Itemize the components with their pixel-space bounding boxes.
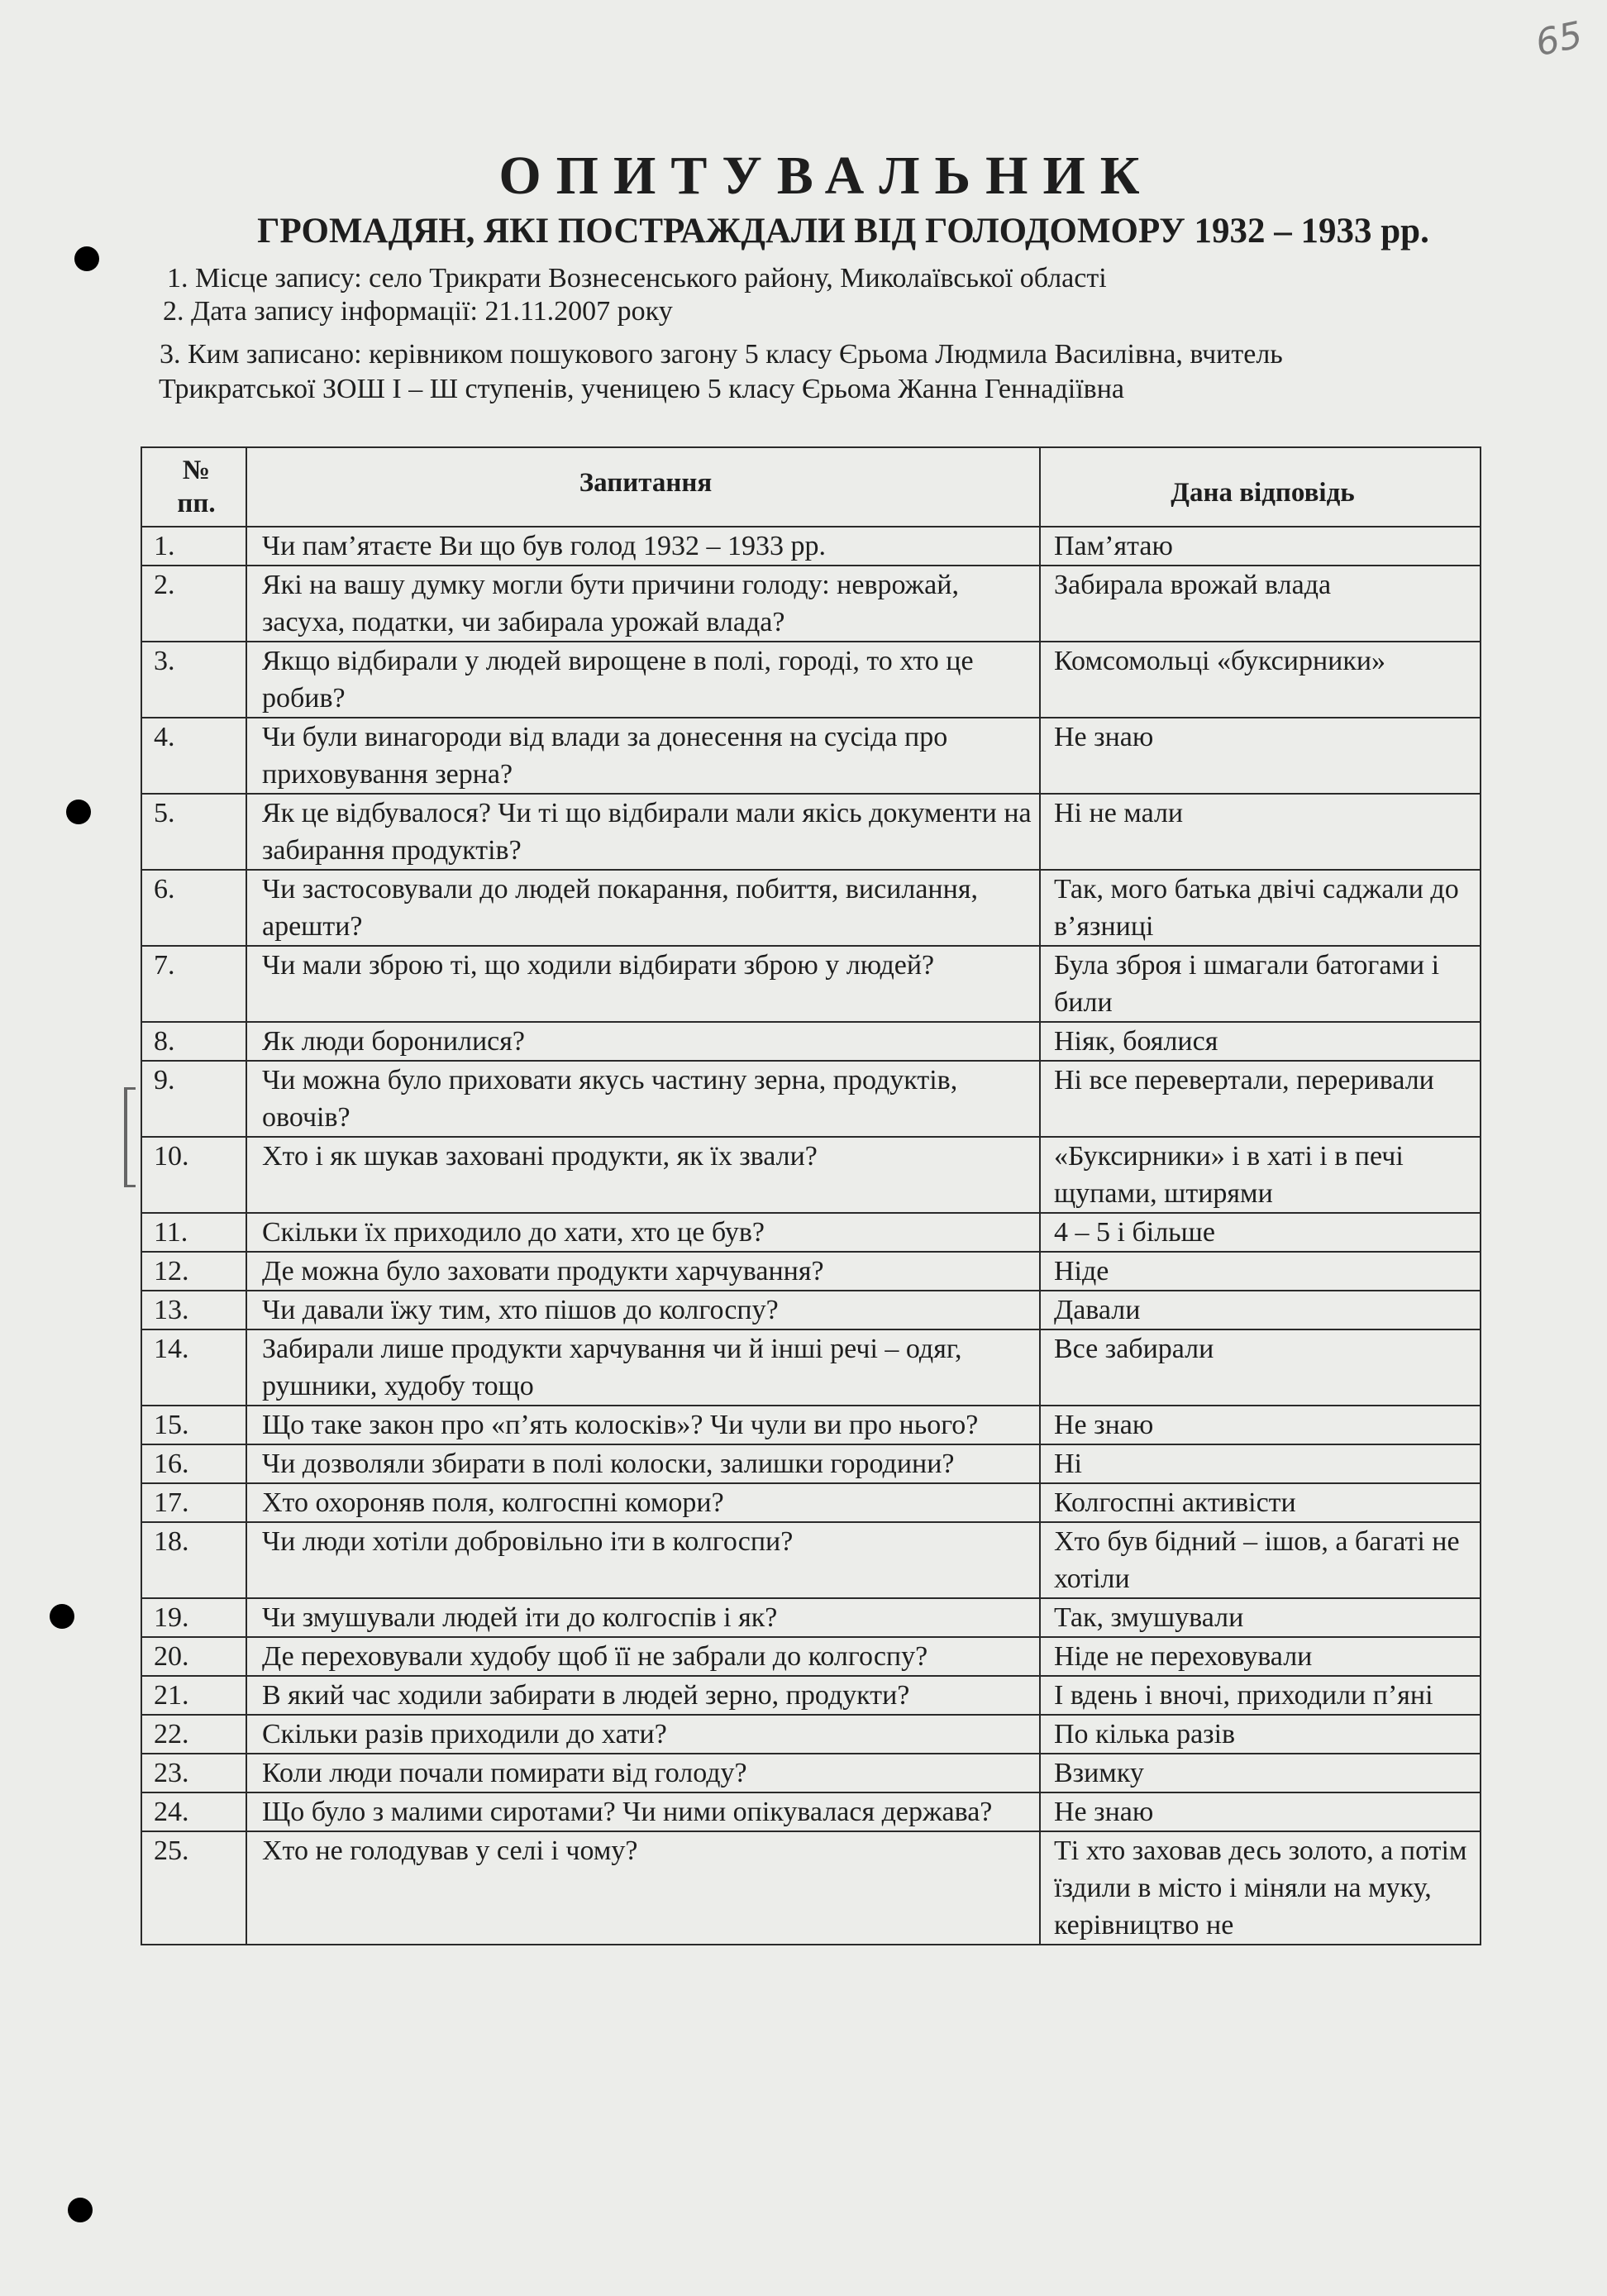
punch-hole <box>50 1604 74 1629</box>
row-question: В який час ходили забирати в людей зерно, продукти? <box>246 1676 1040 1715</box>
table-row <box>141 1252 1481 1291</box>
row-number: 16. <box>141 1444 246 1483</box>
questionnaire-table <box>141 446 1481 1945</box>
page-number: 65 <box>1532 13 1586 65</box>
row-question: Що таке закон про «п’ять колосків»? Чи чули ви про нього? <box>246 1406 1040 1444</box>
punch-hole <box>74 246 99 271</box>
row-question: Чи дозволяли збирати в полі колоски, залишки городини? <box>246 1444 1040 1483</box>
table-row <box>141 1483 1481 1522</box>
row-question: Хто не голодував у селі і чому? <box>246 1831 1040 1945</box>
document-title: ОПИТУВАЛЬНИК <box>498 146 1155 206</box>
row-question: Як люди боронилися? <box>246 1022 1040 1061</box>
row-question: Які на вашу думку могли бути причини голоду: неврожай, засуха, податки, чи забирала урожай влада? <box>246 566 1040 642</box>
row-number: 23. <box>141 1754 246 1792</box>
table-row <box>141 1792 1481 1831</box>
row-answer: Так, мого батька двічі саджали до в’язниці <box>1040 870 1481 946</box>
row-question: Як це відбувалося? Чи ті що відбирали мали якісь документи на забирання продуктів? <box>246 794 1040 870</box>
row-number: 6. <box>141 870 246 946</box>
table-row <box>141 1754 1481 1792</box>
row-question: Чи пам’ятаєте Ви що був голод 1932 – 1933 рр. <box>246 527 1040 566</box>
row-answer: Не знаю <box>1040 1406 1481 1444</box>
row-number: 3. <box>141 642 246 718</box>
table-row <box>141 1329 1481 1406</box>
info-date: 2. Дата запису інформації: 21.11.2007 року <box>163 296 673 327</box>
info-recorder: 3. Ким записано: керівником пошукового загону 5 класу Єрьома Людмила Василівна, вчитель <box>160 339 1283 370</box>
row-answer: Ні все перевертали, переривали <box>1040 1061 1481 1137</box>
header-answer: Дана відповідь <box>1040 447 1481 527</box>
row-number: 11. <box>141 1213 246 1252</box>
header-number <box>141 447 246 527</box>
row-number: 8. <box>141 1022 246 1061</box>
table-row <box>141 1522 1481 1598</box>
row-number: 17. <box>141 1483 246 1522</box>
table-row <box>141 1598 1481 1637</box>
row-answer: Була зброя і шмагали батогами і били <box>1040 946 1481 1022</box>
row-question: Хто і як шукав заховані продукти, як їх звали? <box>246 1137 1040 1213</box>
row-question: Забирали лише продукти харчування чи й інші речі – одяг, рушники, худобу тощо <box>246 1329 1040 1406</box>
table-row <box>141 794 1481 870</box>
row-answer: Комсомольці «буксирники» <box>1040 642 1481 718</box>
row-answer: «Буксирники» і в хаті і в печі щупами, штирями <box>1040 1137 1481 1213</box>
row-question: Де переховували худобу щоб її не забрали до колгоспу? <box>246 1637 1040 1676</box>
table-row <box>141 1213 1481 1252</box>
row-number: 25. <box>141 1831 246 1945</box>
row-number: 9. <box>141 1061 246 1137</box>
table-row <box>141 1061 1481 1137</box>
row-number: 20. <box>141 1637 246 1676</box>
row-answer: Ні не мали <box>1040 794 1481 870</box>
row-answer: Давали <box>1040 1291 1481 1329</box>
header-number-abbr: пп. <box>177 489 216 518</box>
row-answer: Ті хто заховав десь золото, а потім їздили в місто і міняли на муку, керівництво не <box>1040 1831 1481 1945</box>
row-answer: Ніде не переховували <box>1040 1637 1481 1676</box>
table-row <box>141 870 1481 946</box>
punch-hole <box>68 2198 93 2222</box>
row-answer: І вдень і вночі, приходили п’яні <box>1040 1676 1481 1715</box>
row-answer: Все забирали <box>1040 1329 1481 1406</box>
table-row <box>141 1291 1481 1329</box>
row-number: 5. <box>141 794 246 870</box>
row-number: 18. <box>141 1522 246 1598</box>
table-row <box>141 1444 1481 1483</box>
table-row <box>141 946 1481 1022</box>
table-row <box>141 1715 1481 1754</box>
table-row <box>141 1022 1481 1061</box>
header-number-symbol: № <box>182 456 211 485</box>
row-number: 4. <box>141 718 246 794</box>
row-answer: Так, змушували <box>1040 1598 1481 1637</box>
row-question: Якщо відбирали у людей вирощене в полі, городі, то хто це робив? <box>246 642 1040 718</box>
row-number: 1. <box>141 527 246 566</box>
document-subtitle: ГРОМАДЯН, ЯКІ ПОСТРАЖДАЛИ ВІД ГОЛОДОМОРУ 1932 – 1933 рр. <box>257 212 1429 251</box>
row-answer: Ні <box>1040 1444 1481 1483</box>
table-row <box>141 642 1481 718</box>
row-question: Чи можна було приховати якусь частину зерна, продуктів, овочів? <box>246 1061 1040 1137</box>
row-number: 15. <box>141 1406 246 1444</box>
table-row <box>141 527 1481 566</box>
row-answer: Не знаю <box>1040 1792 1481 1831</box>
table-row <box>141 1676 1481 1715</box>
row-number: 21. <box>141 1676 246 1715</box>
row-number: 13. <box>141 1291 246 1329</box>
row-answer: Взимку <box>1040 1754 1481 1792</box>
row-answer: Пам’ятаю <box>1040 527 1481 566</box>
row-answer: Забирала врожай влада <box>1040 566 1481 642</box>
row-answer: Колгоспні активісти <box>1040 1483 1481 1522</box>
row-question: Чи були винагороди від влади за донесення на сусіда про приховування зерна? <box>246 718 1040 794</box>
row-answer: 4 – 5 і більше <box>1040 1213 1481 1252</box>
row-number: 24. <box>141 1792 246 1831</box>
row-number: 22. <box>141 1715 246 1754</box>
row-question: Скільки їх приходило до хати, хто це був? <box>246 1213 1040 1252</box>
row-answer: Не знаю <box>1040 718 1481 794</box>
info-place: 1. Місце запису: село Трикрати Вознесенського району, Миколаївської області <box>167 263 1107 294</box>
row-question: Що було з малими сиротами? Чи ними опікувалася держава? <box>246 1792 1040 1831</box>
row-number: 12. <box>141 1252 246 1291</box>
row-number: 2. <box>141 566 246 642</box>
table-row <box>141 1831 1481 1945</box>
row-question: Чи змушували людей іти до колгоспів і як? <box>246 1598 1040 1637</box>
row-question: Хто охороняв поля, колгоспні комори? <box>246 1483 1040 1522</box>
row-answer: Ніде <box>1040 1252 1481 1291</box>
table-row <box>141 1137 1481 1213</box>
row-question: Де можна було заховати продукти харчування? <box>246 1252 1040 1291</box>
table-row <box>141 1637 1481 1676</box>
punch-hole <box>66 800 91 824</box>
row-number: 7. <box>141 946 246 1022</box>
row-answer: Хто був бідний – ішов, а багаті не хотіли <box>1040 1522 1481 1598</box>
row-question: Коли люди почали помирати від голоду? <box>246 1754 1040 1792</box>
row-question: Чи застосовували до людей покарання, побиття, висилання, арешти? <box>246 870 1040 946</box>
row-number: 14. <box>141 1329 246 1406</box>
row-question: Чи люди хотіли добровільно іти в колгоспи? <box>246 1522 1040 1598</box>
table-row <box>141 566 1481 642</box>
row-question: Скільки разів приходили до хати? <box>246 1715 1040 1754</box>
row-answer: Ніяк, боялися <box>1040 1022 1481 1061</box>
row-number: 10. <box>141 1137 246 1213</box>
table-row <box>141 1406 1481 1444</box>
info-recorder-cont: Трикратської ЗОШ І – Ш ступенів, ученицею 5 класу Єрьома Жанна Геннадіївна <box>159 374 1125 404</box>
table-row <box>141 718 1481 794</box>
table-header-row <box>141 447 1481 527</box>
row-question: Чи мали зброю ті, що ходили відбирати зброю у людей? <box>246 946 1040 1022</box>
row-answer: По кілька разів <box>1040 1715 1481 1754</box>
staple-mark <box>124 1087 136 1187</box>
row-question: Чи давали їжу тим, хто пішов до колгоспу? <box>246 1291 1040 1329</box>
header-question: Запитання <box>246 447 1040 527</box>
row-number: 19. <box>141 1598 246 1637</box>
